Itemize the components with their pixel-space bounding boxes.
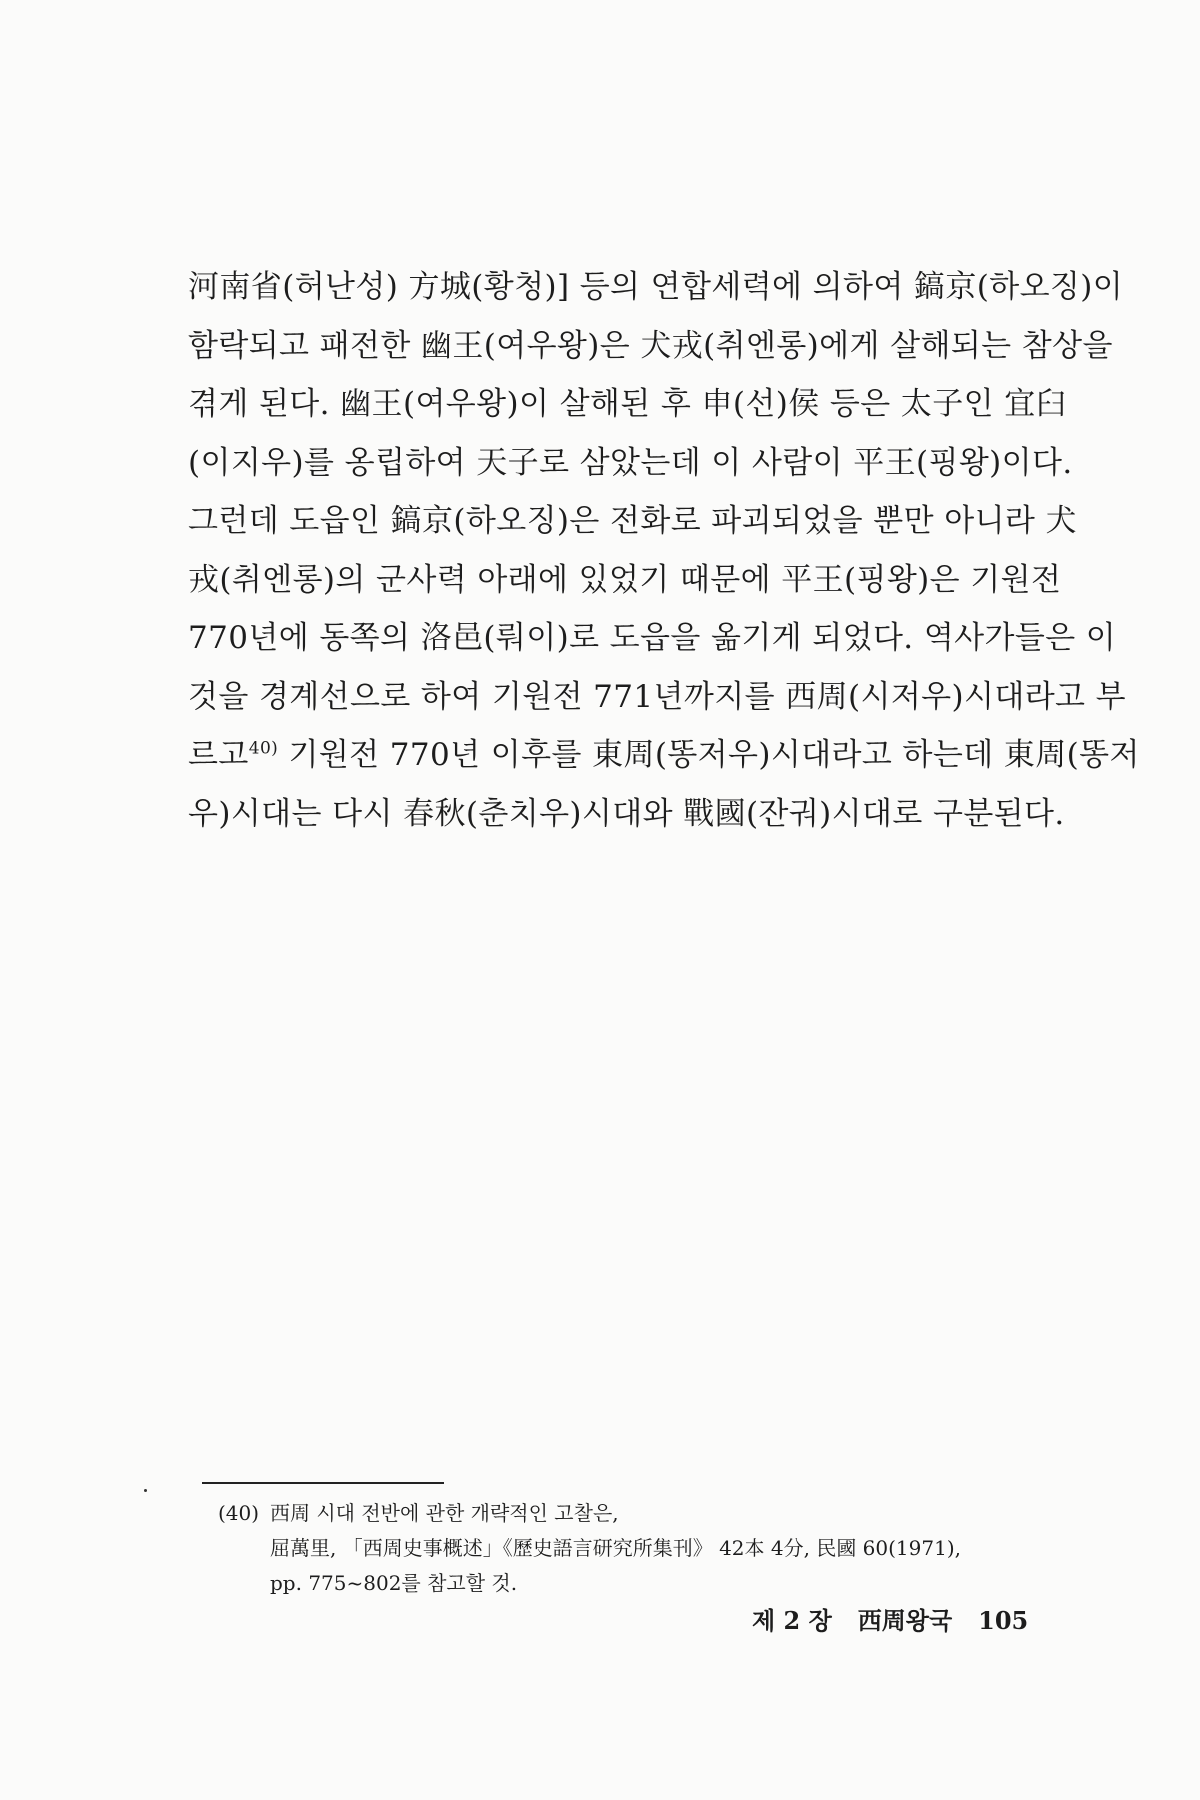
text-line: 겪게 된다. 幽王(여우왕)이 살해된 후 申(선)侯 등은 太子인 宜臼 xyxy=(188,386,1067,422)
footnote-reference[interactable]: 40) xyxy=(248,738,279,759)
text-line: 것을 경계선으로 하여 기원전 771년까지를 西周(시저우)시대라고 부 xyxy=(188,678,1126,715)
section-title: 西周왕국 xyxy=(857,1606,953,1635)
running-footer xyxy=(752,1604,1028,1638)
text-line: 함락되고 패전한 幽王(여우왕)은 犬戎(취엔롱)에게 살해되는 참상을 xyxy=(188,327,1113,364)
chapter-label: 제 2 장 xyxy=(752,1606,832,1635)
footnote-text: 西周 시대 전반에 관한 개략적인 고찰은, xyxy=(270,1501,619,1525)
footnote-line: pp. 775~802를 참고할 것. xyxy=(270,1571,518,1595)
text-segment: 기원전 770년 이후를 東周(똥저우)시대라고 하는데 東周(똥저 xyxy=(278,737,1140,773)
text-line: 그런데 도읍인 鎬京(하오징)은 전화로 파괴되었을 뿐만 아니라 犬 xyxy=(188,503,1077,539)
text-line-with-footnote-ref xyxy=(188,726,1140,785)
text-line: 우)시대는 다시 春秋(춘치우)시대와 戰國(잔궈)시대로 구분된다. xyxy=(188,795,1065,832)
footnote xyxy=(218,1496,1038,1601)
footnote-line xyxy=(218,1496,1038,1531)
text-line: (이지우)를 옹립하여 天子로 삼았는데 이 사람이 平王(핑왕)이다. xyxy=(188,444,1073,481)
footnote-marker: (40) xyxy=(218,1501,260,1525)
text-line: 戎(취엔롱)의 군사력 아래에 있었기 때문에 平王(핑왕)은 기원전 xyxy=(188,561,1062,598)
page-number: 105 xyxy=(978,1606,1029,1635)
text-line: 河南省(허난성) 方城(황청)] 등의 연합세력에 의하여 鎬京(하오징)이 xyxy=(188,269,1124,305)
text-line: 770년에 동쪽의 洛邑(뤄이)로 도읍을 옮기게 되었다. 역사가들은 이 xyxy=(188,620,1117,656)
text-segment: 르고 xyxy=(188,737,249,773)
body-paragraph xyxy=(188,258,1140,843)
footnote-line: 屈萬里, 「西周史事概述」《歷史語言研究所集刊》 42本 4分, 民國 60(1971), xyxy=(270,1536,961,1560)
print-speck xyxy=(144,1489,147,1492)
footnote-divider xyxy=(202,1482,444,1484)
